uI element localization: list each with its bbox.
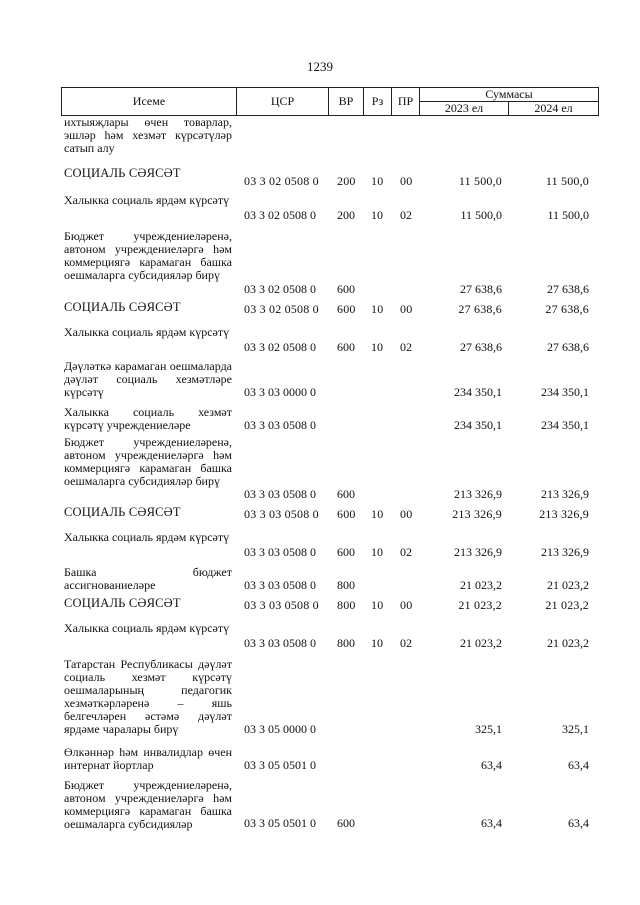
table-row xyxy=(0,650,640,736)
row-name: Халыкка социаль хезмәт күрсәтү учреждениеләре xyxy=(64,405,232,432)
row-sum-2024: 27 638,6 xyxy=(547,340,589,354)
row-pr: 00 xyxy=(400,598,413,612)
row-name: Халыкка социаль ярдәм күрсәтү xyxy=(64,621,230,635)
row-pr: 02 xyxy=(400,545,412,559)
row-sum-2023: 27 638,6 xyxy=(458,302,502,316)
header-year-2024: 2024 ел xyxy=(509,102,599,116)
row-csr: 03 3 02 0508 0 xyxy=(244,282,316,296)
row-rz: 10 xyxy=(371,507,384,521)
row-pr: 00 xyxy=(400,302,413,316)
row-rz: 10 xyxy=(371,545,383,559)
row-sum-2024: 234 350,1 xyxy=(541,418,589,432)
row-rz: 10 xyxy=(371,302,384,316)
row-sum-2024: 27 638,6 xyxy=(547,282,589,296)
row-rz: 10 xyxy=(371,340,383,354)
table-header xyxy=(61,87,599,116)
row-sum-2023: 325,1 xyxy=(475,722,502,736)
row-sum-2023: 11 500,0 xyxy=(458,174,502,188)
row-pr: 00 xyxy=(400,507,413,521)
row-name: Бюджет учреждениеләренә, автоном учреждениеләргә һәм коммерциягә карамаган башка оешмаларга субсидияләр бирү xyxy=(64,229,232,282)
row-name: Өлкәннәр һәм инвалидлар өчен интернат йортлар xyxy=(64,745,232,772)
table-row xyxy=(0,116,640,157)
row-sum-2024: 63,4 xyxy=(568,816,589,830)
row-csr: 03 3 03 0508 0 xyxy=(244,636,316,650)
row-name: Бюджет учреждениеләренә, автоном учреждениеләргә һәм коммерциягә карамаган башка оешмаларга субсидияләр бирү xyxy=(64,435,232,488)
row-name: Бюджет учреждениеләренә, автоном учреждениеләргә һәм коммерциягә карамаган башка оешмаларга субсидияләр xyxy=(64,778,232,831)
row-sum-2024: 11 500,0 xyxy=(547,208,589,222)
row-csr: 03 3 05 0501 0 xyxy=(244,758,316,772)
row-vr: 200 xyxy=(337,208,355,222)
table-row xyxy=(0,316,640,354)
page-number: 1239 xyxy=(307,59,333,74)
row-pr: 02 xyxy=(400,208,412,222)
row-csr: 03 3 05 0000 0 xyxy=(244,722,316,736)
row-csr: 03 3 03 0508 0 xyxy=(244,545,316,559)
row-rz: 10 xyxy=(371,174,384,188)
row-name: Башка бюджет ассигнованиеләре xyxy=(64,565,232,592)
table-row xyxy=(0,399,640,432)
table-row xyxy=(0,736,640,772)
table-row xyxy=(0,501,640,521)
row-csr: 03 3 03 0508 0 xyxy=(244,598,319,612)
row-csr: 03 3 03 0508 0 xyxy=(244,507,319,521)
row-csr: 03 3 03 0508 0 xyxy=(244,578,316,592)
row-sum-2024: 213 326,9 xyxy=(539,507,589,521)
row-csr: 03 3 02 0508 0 xyxy=(244,208,316,222)
row-sum-2023: 21 023,2 xyxy=(458,598,502,612)
row-rz: 10 xyxy=(371,598,384,612)
row-name: ихтыяҗлары өчен товарлар, эшләр һәм хезмәт күрсәтүләр сатып алу xyxy=(64,115,232,155)
row-sum-2024: 21 023,2 xyxy=(547,636,589,650)
table-row xyxy=(0,521,640,559)
row-sum-2024: 63,4 xyxy=(568,758,589,772)
row-csr: 03 3 02 0508 0 xyxy=(244,302,319,316)
row-sum-2023: 27 638,6 xyxy=(460,282,502,296)
row-sum-2023: 213 326,9 xyxy=(454,545,502,559)
row-pr: 02 xyxy=(400,340,412,354)
row-sum-2023: 213 326,9 xyxy=(454,487,502,501)
row-rz: 10 xyxy=(371,636,383,650)
row-sum-2024: 27 638,6 xyxy=(545,302,589,316)
header-year-2023: 2023 ел xyxy=(420,102,509,116)
table-row xyxy=(0,354,640,399)
row-name: Халыкка социаль ярдәм күрсәтү xyxy=(64,325,230,339)
row-vr: 800 xyxy=(337,598,356,612)
row-name: Халыкка социаль ярдәм күрсәтү xyxy=(64,193,230,207)
row-csr: 03 3 05 0501 0 xyxy=(244,816,316,830)
row-sum-2023: 63,4 xyxy=(481,758,502,772)
row-vr: 600 xyxy=(337,816,355,830)
row-pr: 00 xyxy=(400,174,413,188)
header-vr: ВР xyxy=(329,88,364,116)
row-name: Дәүләткә карамаган оешмаларда дәүләт социаль хезмәтләре күрсәтү xyxy=(64,359,232,399)
row-vr: 600 xyxy=(337,487,355,501)
row-vr: 800 xyxy=(337,578,355,592)
row-vr: 600 xyxy=(337,282,355,296)
header-pr: ПР xyxy=(392,88,420,116)
row-name: СОЦИАЛЬ СӘЯСӘТ xyxy=(64,166,181,180)
row-csr: 03 3 03 0508 0 xyxy=(244,418,316,432)
table-row xyxy=(0,559,640,592)
row-name: СОЦИАЛЬ СӘЯСӘТ xyxy=(64,505,181,519)
row-csr: 03 3 03 0000 0 xyxy=(244,385,316,399)
row-vr: 600 xyxy=(337,302,356,316)
row-sum-2023: 21 023,2 xyxy=(460,578,502,592)
header-csr: ЦСР xyxy=(237,88,329,116)
row-vr: 800 xyxy=(337,636,355,650)
row-sum-2024: 213 326,9 xyxy=(541,487,589,501)
row-pr: 02 xyxy=(400,636,412,650)
header-rz: Рз xyxy=(364,88,392,116)
header-sums: Суммасы xyxy=(420,88,599,102)
row-csr: 03 3 02 0508 0 xyxy=(244,340,316,354)
row-sum-2024: 234 350,1 xyxy=(541,385,589,399)
row-name: Халыкка социаль ярдәм күрсәтү xyxy=(64,530,230,544)
budget-rows xyxy=(0,116,640,830)
header-name: Исеме xyxy=(62,88,237,116)
row-vr: 200 xyxy=(337,174,356,188)
row-sum-2023: 234 350,1 xyxy=(454,418,502,432)
row-sum-2024: 11 500,0 xyxy=(545,174,589,188)
row-vr: 600 xyxy=(337,545,355,559)
row-vr: 600 xyxy=(337,340,355,354)
row-sum-2024: 21 023,2 xyxy=(545,598,589,612)
table-row xyxy=(0,222,640,296)
row-sum-2023: 11 500,0 xyxy=(460,208,502,222)
row-sum-2023: 21 023,2 xyxy=(460,636,502,650)
table-row xyxy=(0,432,640,501)
row-sum-2023: 63,4 xyxy=(481,816,502,830)
row-sum-2023: 234 350,1 xyxy=(454,385,502,399)
table-row xyxy=(0,296,640,316)
row-sum-2023: 27 638,6 xyxy=(460,340,502,354)
table-row xyxy=(0,612,640,650)
table-row xyxy=(0,160,640,188)
row-sum-2024: 325,1 xyxy=(562,722,589,736)
row-sum-2024: 21 023,2 xyxy=(547,578,589,592)
table-row xyxy=(0,188,640,222)
row-sum-2023: 213 326,9 xyxy=(452,507,502,521)
row-name: СОЦИАЛЬ СӘЯСӘТ xyxy=(64,300,181,314)
table-row xyxy=(0,592,640,612)
row-csr: 03 3 03 0508 0 xyxy=(244,487,316,501)
table-row xyxy=(0,772,640,830)
row-rz: 10 xyxy=(371,208,383,222)
row-csr: 03 3 02 0508 0 xyxy=(244,174,319,188)
row-vr: 600 xyxy=(337,507,356,521)
row-sum-2024: 213 326,9 xyxy=(541,545,589,559)
row-name: Татарстан Республикасы дәүләт социаль хезмәт күрсәтү оешмаларының педагогик хезмәткәрләренә – яшь белгечләрен әстәмә дәүләт ярдәме чаралары бирү xyxy=(64,657,232,736)
row-name: СОЦИАЛЬ СӘЯСӘТ xyxy=(64,596,181,610)
